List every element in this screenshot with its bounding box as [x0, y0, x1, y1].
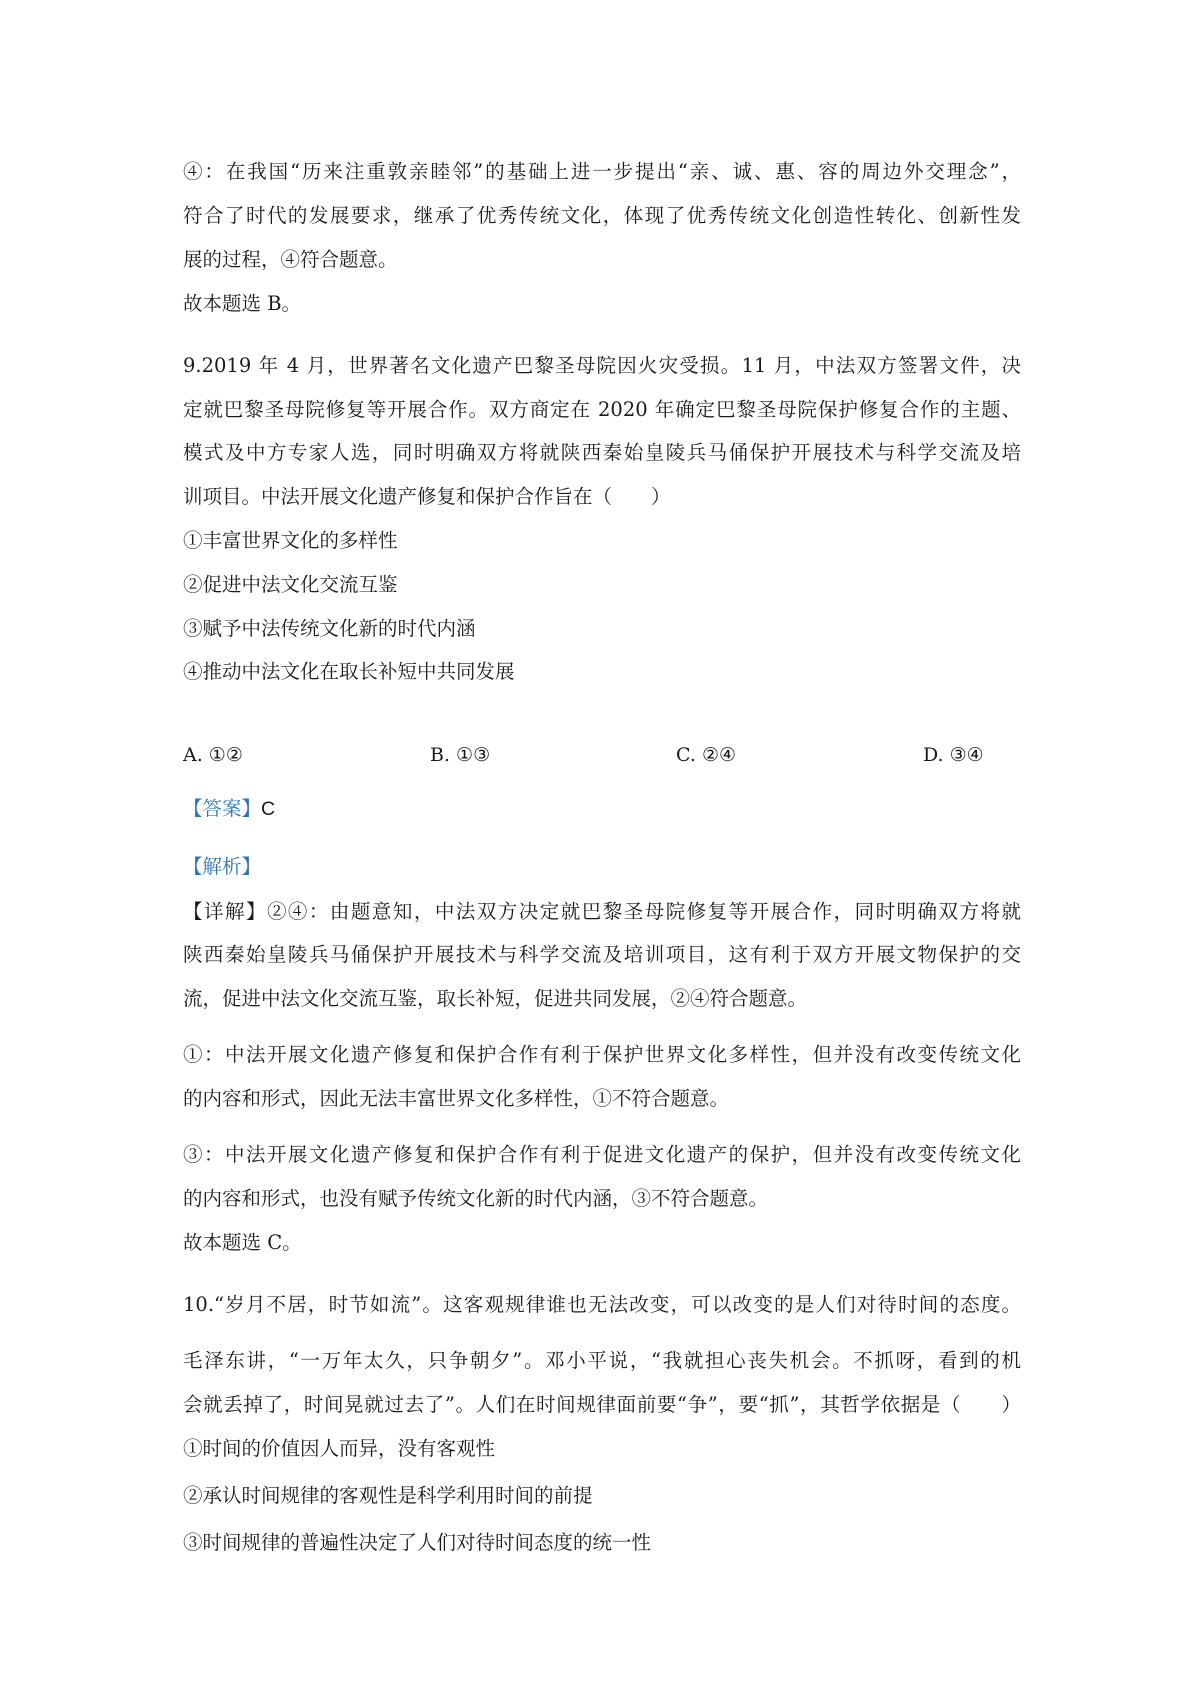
q8-conclusion: 故本题选 B。 — [183, 292, 302, 315]
answer-value: C — [261, 798, 276, 820]
q10-statement: ②承认时间规律的客观性是科学利用时间的前提 — [183, 1484, 593, 1507]
q9-detail-line: 陕西秦始皇陵兵马俑保护开展技术与科学交流及培训项目，这有利于双方开展文物保护的交 — [183, 943, 1021, 966]
q9-statement: ③赋予中法传统文化新的时代内涵 — [183, 617, 476, 640]
q9-stem-line: 训项目。中法开展文化遗产修复和保护合作旨在（ ） — [183, 485, 671, 508]
q9-detail-line: 流，促进中法文化交流互鉴，取长补短，促进共同发展，②④符合题意。 — [183, 987, 808, 1010]
q9-option-d: D. ③④ — [923, 744, 984, 766]
q9-stem-line: 模式及中方专家人选，同时明确双方将就陕西秦始皇陵兵马俑保护开展技术与科学交流及培 — [183, 441, 1021, 464]
q9-statement: ④推动中法文化在取长补短中共同发展 — [183, 660, 515, 683]
q9-detail-line: ①：中法开展文化遗产修复和保护合作有利于保护世界文化多样性，但并没有改变传统文化 — [183, 1043, 1021, 1066]
q9-option-c: C. ②④ — [676, 744, 737, 766]
q8-analysis-line: 展的过程，④符合题意。 — [183, 248, 398, 271]
q10-stem-line: 毛泽东讲，“一万年太久，只争朝夕”。邓小平说，“我就担心丧失机会。不抓呀，看到的机 — [183, 1349, 1021, 1372]
q8-analysis-line: 符合了时代的发展要求，继承了优秀传统文化，体现了优秀传统文化创造性转化、创新性发 — [183, 204, 1021, 227]
q9-analysis-tag-row — [183, 853, 261, 881]
q10-statement: ③时间规律的普遍性决定了人们对待时间态度的统一性 — [183, 1531, 652, 1554]
q9-conclusion: 故本题选 C。 — [183, 1231, 302, 1254]
analysis-tag: 【解析】 — [183, 855, 262, 878]
q9-stem-line: 定就巴黎圣母院修复等开展合作。双方商定在 2020 年确定巴黎圣母院保护修复合作的主题、 — [183, 398, 1021, 421]
q10-statement: ①时间的价值因人而异，没有客观性 — [183, 1437, 496, 1460]
q9-detail-line: 的内容和形式，也没有赋予传统文化新的时代内涵，③不符合题意。 — [183, 1187, 769, 1210]
q10-stem-line: 会就丢掉了，时间晃就过去了”。人们在时间规律面前要“争”，要“抓”，其哲学依据是（ ） — [183, 1393, 1021, 1416]
q9-option-a: A. ①② — [183, 744, 243, 766]
q8-analysis-line: ④：在我国“历来注重敦亲睦邻”的基础上进一步提出“亲、诚、惠、容的周边外交理念”， — [183, 160, 1021, 183]
q9-stem-line: 9.2019 年 4 月，世界著名文化遗产巴黎圣母院因火灾受损。11 月，中法双方签署文件，决 — [183, 354, 1021, 377]
q9-answer-row — [183, 795, 275, 823]
q9-detail-line: ③：中法开展文化遗产修复和保护合作有利于促进文化遗产的保护，但并没有改变传统文化 — [183, 1143, 1021, 1166]
q9-option-b: B. ①③ — [430, 744, 491, 766]
q9-statement: ②促进中法文化交流互鉴 — [183, 573, 398, 596]
q9-detail-line: 的内容和形式，因此无法丰富世界文化多样性，①不符合题意。 — [183, 1087, 730, 1110]
q9-detail-line: 【详解】②④：由题意知，中法双方决定就巴黎圣母院修复等开展合作，同时明确双方将就 — [183, 900, 1021, 923]
q10-stem-line: 10.“岁月不居，时节如流”。这客观规律谁也无法改变，可以改变的是人们对待时间的态度。 — [183, 1293, 1021, 1316]
answer-tag: 【答案】 — [183, 797, 262, 820]
q9-statement: ①丰富世界文化的多样性 — [183, 529, 398, 552]
